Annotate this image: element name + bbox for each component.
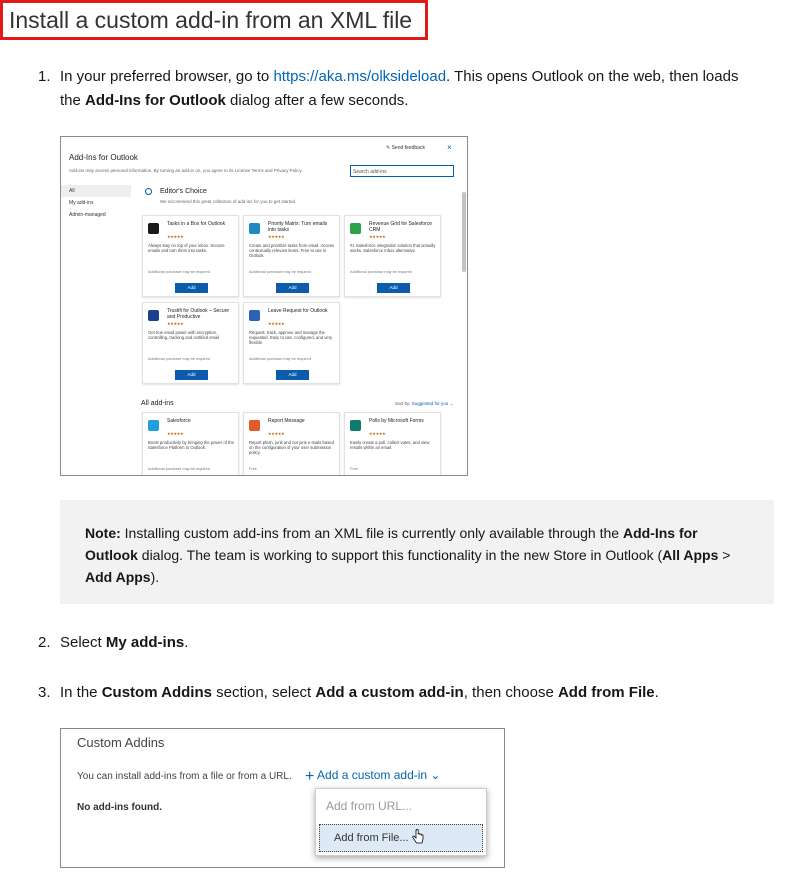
nav-item-all[interactable]: All — [61, 185, 131, 197]
all-addins-card[interactable] — [243, 412, 340, 476]
note-text — [85, 522, 745, 588]
addin-description: Boost productivity by bringing the power of the Salesforce Platform to Outlook. — [148, 440, 234, 451]
note-part: dialog. The team is working to support this functionality in the new Store in Outlook ( — [137, 547, 663, 563]
featured-card[interactable] — [243, 215, 340, 297]
send-feedback-label: Send feedback — [391, 145, 425, 151]
chevron-down-icon: ⌄ — [430, 768, 441, 782]
step-text — [60, 65, 750, 113]
sort-label: Sort by: — [395, 401, 411, 406]
addin-name: Tasks in a Box for Outlook — [167, 221, 226, 227]
addin-description: Create and prioritize tasks from email. Access contextually relevant items. Free to use in Outlook. — [249, 243, 334, 259]
all-addins-heading: All add-ins — [141, 400, 174, 407]
add-button[interactable]: Add — [276, 370, 309, 380]
addin-price: Additional purchase may be required — [249, 357, 311, 361]
addin-rating: ★★★★★ — [167, 431, 184, 436]
addin-description: Request, track, approve and manage the requested. Easy to use, configured, and very flexible — [249, 330, 333, 346]
step-bold-text: Add from File — [557, 684, 655, 701]
sort-by-control[interactable]: Sort by: Suggested for you ⌄ — [395, 401, 454, 406]
custom-addins-title: Custom Addins — [77, 735, 165, 750]
addin-rating: ★★★★★ — [268, 234, 285, 239]
send-feedback-button[interactable]: ✎ Send feedback — [386, 145, 425, 151]
all-addins-card[interactable] — [142, 412, 239, 476]
step-text-part: . — [654, 684, 659, 701]
dialog-scrollbar[interactable] — [462, 192, 466, 272]
no-addins-text: No add-ins found. — [77, 802, 162, 813]
featured-card[interactable] — [142, 302, 239, 384]
add-button[interactable]: Add — [276, 283, 309, 293]
editors-choice-heading: Editor's Choice — [160, 188, 207, 195]
menu-item-label: Add from File... — [334, 832, 409, 844]
note-part: > — [718, 547, 731, 563]
step-bold-text: Custom Addins — [101, 684, 212, 701]
dialog-title: Add-Ins for Outlook — [69, 153, 138, 162]
step-bold-text: My add-ins — [105, 634, 185, 651]
featured-card[interactable] — [344, 215, 441, 297]
addin-description: Easily create a poll, collect votes, and view results within an email. — [350, 440, 430, 451]
addin-logo-icon — [249, 310, 260, 321]
step-text-part: dialog after a few seconds. — [225, 92, 409, 109]
addin-logo-icon — [148, 420, 159, 431]
addin-rating: ★★★★★ — [268, 431, 285, 436]
step-text-part: . — [184, 634, 189, 651]
nav-item-admin-managed[interactable]: Admin-managed — [69, 212, 106, 218]
dialog-subtitle: Add-ins may access personal information. By turning an add-in on, you agree to its License Terms and Privacy Policy. — [69, 168, 303, 173]
addin-price: Additional purchase may be required — [148, 467, 210, 471]
note-bold: Add Apps — [85, 569, 151, 585]
addin-name: Salesforce — [167, 418, 191, 424]
addin-name: Priority Matrix: Turn emails into tasks — [268, 221, 328, 233]
step-text-part: Select — [60, 634, 106, 651]
addin-price: Free — [350, 467, 358, 471]
addin-logo-icon — [350, 223, 361, 234]
add-button[interactable]: Add — [377, 283, 410, 293]
step-text-part: , then choose — [463, 684, 558, 701]
custom-addins-description: You can install add-ins from a file or from a URL. — [77, 771, 292, 782]
add-addin-menu — [315, 788, 487, 856]
editors-choice-icon — [145, 188, 152, 195]
addin-name: Report Message — [268, 418, 305, 424]
step-text-part: . This opens Outlook on the web, then loads the — [60, 68, 739, 109]
addin-name: Polls by Microsoft Forms — [369, 418, 424, 424]
step-text-part: In the — [60, 684, 102, 701]
addin-name: Revenue Grid for Salesforce CRM — [369, 221, 433, 233]
nav-item-my-addins[interactable]: My add-ins — [69, 200, 94, 206]
step-number: 1. — [38, 68, 51, 85]
page-heading — [0, 0, 428, 40]
dialog-nav — [61, 185, 131, 221]
step-text-part: In your preferred browser, go to — [60, 68, 274, 85]
addin-rating: ★★★★★ — [369, 431, 386, 436]
addin-rating: ★★★★★ — [268, 321, 285, 326]
addin-logo-icon — [148, 310, 159, 321]
note-part: ). — [150, 569, 160, 585]
page-title: Install a custom add-in from an XML file — [9, 7, 413, 33]
addin-description: Get true email power with encryption, controlling, tracking and certified email. — [148, 330, 221, 341]
addin-price: Free — [249, 467, 257, 471]
addin-logo-icon — [249, 223, 260, 234]
sort-value: Suggested for you — [411, 401, 449, 406]
featured-card[interactable] — [142, 215, 239, 297]
addin-name: Trustifi for Outlook – Secure and Productive — [167, 308, 230, 320]
addin-logo-icon — [249, 420, 260, 431]
all-addins-card[interactable] — [344, 412, 441, 476]
note-box — [60, 500, 774, 604]
note-bold: All Apps — [662, 547, 719, 563]
step-number: 2. — [38, 634, 51, 651]
menu-item-add-from-file[interactable] — [319, 824, 483, 852]
featured-card[interactable] — [243, 302, 340, 384]
addins-dialog-screenshot — [60, 136, 468, 476]
add-button[interactable]: Add — [175, 370, 208, 380]
addin-price: Additional purchase may be required — [148, 357, 210, 361]
addin-price: Additional purchase may be required — [249, 270, 311, 274]
addin-description: #1 Salesforce integration solution that actually works. Salesforce Inbox alternative — [350, 243, 436, 254]
note-part: Installing custom add-ins from an XML file is currently only available through the — [120, 525, 623, 541]
step-bold-text: Add-Ins for Outlook — [85, 92, 226, 109]
search-addins-input[interactable]: Search add-ins — [350, 165, 454, 177]
plus-icon: + — [305, 768, 315, 785]
editors-choice-subtitle: We recommend this great collection of add-ins for you to get started. — [160, 199, 297, 204]
addin-logo-icon — [148, 223, 159, 234]
note-bold: Add-Ins for Outlook — [85, 525, 698, 563]
note-label: Note: — [85, 525, 121, 541]
step-text-part: section, select — [211, 684, 316, 701]
menu-item-add-from-url[interactable]: Add from URL... — [326, 799, 413, 813]
addin-rating: ★★★★★ — [167, 234, 184, 239]
add-button[interactable]: Add — [175, 283, 208, 293]
addin-price: Additional purchase may be required — [148, 270, 210, 274]
addin-description: Report phish, junk and not junk e-mails based on the configuration of your user submission policy. — [249, 440, 334, 456]
close-icon[interactable]: × — [447, 143, 452, 152]
addin-rating: ★★★★★ — [167, 321, 184, 326]
step-text — [60, 631, 750, 655]
addin-rating: ★★★★★ — [369, 234, 386, 239]
step-number: 3. — [38, 684, 51, 701]
addin-name: Leave Request for Outlook — [268, 308, 328, 314]
addin-price: Additional purchase may be required — [350, 270, 412, 274]
addin-logo-icon — [350, 420, 361, 431]
custom-addins-screenshot — [60, 728, 505, 868]
step-bold-text: Add a custom add-in — [315, 684, 464, 701]
add-custom-addin-button[interactable] — [305, 768, 440, 786]
addin-description: Always stay on top of your inbox. Snooze emails and turn them into tasks. — [148, 243, 225, 254]
olksideload-link[interactable]: https://aka.ms/olksideload — [273, 68, 447, 85]
step-text — [60, 681, 750, 705]
add-custom-addin-label: Add a custom add-in — [317, 768, 428, 782]
hand-cursor-icon — [412, 829, 424, 845]
